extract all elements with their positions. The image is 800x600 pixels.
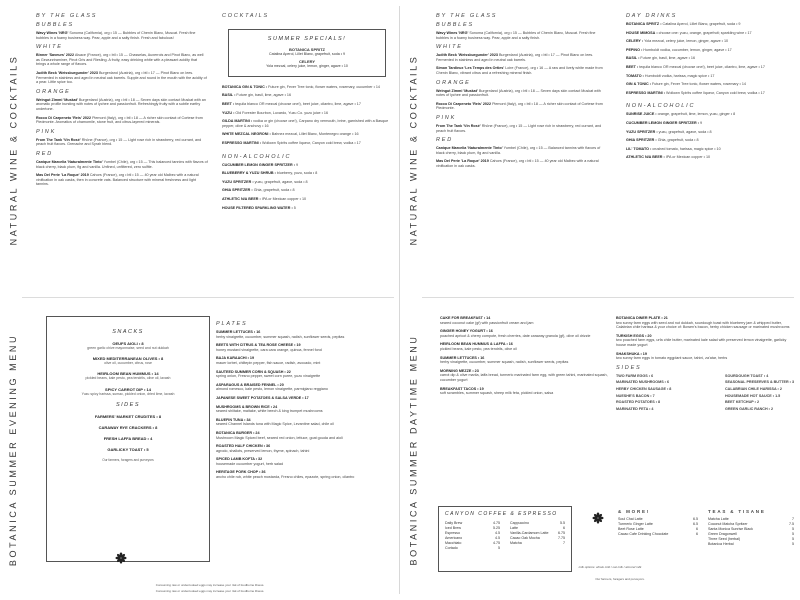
list-item: LIL' TOMATO • crushed tomato, harissa, magic spice • 10 [626, 146, 721, 151]
list-item: GHIA SPRITZER • Ghia, grapefruit, soda • 8 [626, 138, 699, 143]
price-row: Cortado 5 [445, 546, 500, 550]
list-item: Binner 'Saveurs' 2022 Alsace (France), org • btl • 15 — Chasselas, Auxerrois and Pinot Blanc, as well as Gewurztraminer, Pinot Gris and Riesling. A fruity, easy drinking white with a pleasant acidity that brings a whole range of flavors. [36, 53, 204, 67]
list-item: BEET • tequila blanco OR mezcal (choose one!), beet juice, cilantro, lime, agave • 17 [626, 64, 765, 69]
list-item: Judith Beck 'Weissburgunder' 2023 Burgenland (Austria), org • btl • 17 — Pinot Blanc on lees. Fermented in stainless and aged in neutral oak barrels. [436, 53, 594, 62]
list-item: CUCUMBER LEMON GINGER SPRITZER • 9 [222, 162, 299, 167]
list-item: Rocco Di Carpeneto 'Reis' 2022 Piemont (Italy), org • btl • 18 — A richer skin contact of Cortese from Piedmonte. [436, 101, 603, 111]
side-item: FARMERS' MARKET CRUDITES • 8 [94, 413, 162, 419]
list-item: BEET • tequila blanco OR mezcal (choose one!), beet juice, cilantro, lime, agave • 17 [222, 102, 361, 106]
plates-list [216, 318, 392, 588]
section-heading: BY THE GLASS [36, 13, 98, 19]
section-heading: RED [436, 137, 454, 144]
section-heading: COCKTAILS [222, 13, 269, 19]
section-heading: NON-ALCOHOLIC [222, 153, 292, 160]
list-item: CAKE FOR BREAKFAST • 14 seared coconut cake (gf) with passionfruit cream and jam [440, 316, 534, 325]
coffee-box [438, 506, 572, 572]
list-item: SHAKSHUKA • 19 two sunny farm eggs in tomato eggplant sauce, tahini, za'atar, herbs [616, 351, 728, 361]
section-heading: WHITE [436, 44, 463, 51]
section-heading: DAY DRINKS [626, 13, 678, 19]
sides-left-column [616, 374, 671, 414]
price-row: Cacao Cafe Drinking Chocolate 6 [618, 532, 698, 536]
cocktail-list-evening [222, 10, 392, 295]
coffee-title: CANYON COFFEE & ESPRESSO [445, 511, 558, 517]
special-name: CELERY [298, 59, 316, 65]
sidebar-title-top-left: NATURAL WINE & COCKTAILS [8, 54, 19, 246]
list-item: ATHLETIC N/A BEER • IPA or Mexican copper • 10 [626, 155, 711, 160]
side-item: ROASTED POTATOES • 8 [616, 400, 661, 405]
list-item: BOTANICA SPRITZ • Catalina Aperol, Lillet Blanc, grapefruit, soda • 9 [626, 22, 741, 26]
special-name: BOTANICA SPRITZ [289, 47, 325, 52]
list-item: Weingut Zimmi 'Muskat' Burgenland (Austria), org • btl • 18 — Seven days skin contact Muskat with notes of lychee and passionfruit. [436, 88, 601, 98]
price-row: Daily Brew 4.75 [445, 521, 500, 525]
list-item: PEPINO • Humboldt vodka, cucumber, lemon, ginger, agave • 17 [626, 47, 732, 52]
list-item: SUNRISE JUICE • orange, grapefruit, lime, lemon, yuzu, ginger • 8 [626, 112, 736, 117]
list-item: CELERY • Yola mezcal, celery juice, lemon, ginger, agave • 10 [626, 39, 729, 44]
price-row: Santa Monica Sunrise Black 5 [708, 527, 794, 531]
list-item: MORNING MEZZE • 23 carrot dip & olive marila, laffa bread, turmeric marinated farm egg, with green tahini, marinated squash, cucumber yogurt [440, 368, 608, 382]
side-item: SEASONAL PRESERVES & BUTTER • 3 [725, 380, 794, 385]
snacks-title: SNACKS [112, 329, 144, 335]
specials-title: SUMMER SPECIALS! [267, 36, 347, 42]
list-item: JAPANESE SWEET POTATOES & SALSA VERDE • 17 [216, 395, 309, 400]
list-item: BOTANICA BURGER • 24 Mushroom Magic Spiced beef, seared red onion, lettuce, goat gouda and aioli [216, 430, 343, 440]
section-heading: RED [36, 150, 54, 157]
list-item: GILDA MARTINI • vodka or gin (choose one!), Carpano dry vermouth, brine, garnished with a Basque pepper, olive & anchovy • 16 [222, 119, 389, 128]
price-row: Coconut Matcha Spritzer 7.5 [708, 522, 794, 526]
list-item: SUMMER LETTUCES • 16 herby vinaigrette, cucumber, summer squash, radish, sunflower seeds, pepitas [440, 355, 569, 365]
price-row: Macchiato 4.75 [445, 541, 500, 545]
teas-title: TEAS & TISANE [708, 509, 766, 514]
side-item: HOUSEMADE HOT SAUCE • 1.5 [725, 393, 781, 398]
right-horizontal-rule [422, 297, 794, 298]
list-item: ASPARAGUS & BRAISED FENNEL • 20 almond romesco, kale pesto, lemon vinaigrette, parmigiano reggiano [216, 382, 328, 392]
price-row: Beet Rose Latte 6 [618, 527, 698, 531]
list-item: BOTANICA GIN & TONIC • Future gin, Fever Tree tonic, flower waters, rosemary, cucumber • 14 [222, 84, 380, 89]
side-item: FRESH LAFFA BREAD • 4 [103, 435, 153, 441]
price-row: Cappuccino 5.5 [510, 521, 565, 525]
more-drinks-list [618, 506, 698, 562]
list-item: Simon Tardieux 'Les Temps des Orties' Loire (France), org • 16 — A raw and lively white made from Chenin Blanc, vibrant citrus and a refreshing mineral finish. [436, 66, 603, 75]
snack-item: SPICY CARROT DIP • 14 Yuzu spicy harissa, sumac, pickled onion, dried lime, lavash [81, 386, 175, 396]
side-item: CARAWAY RYE CRACKERS • 8 [98, 424, 158, 430]
section-heading: WHITE [36, 44, 63, 51]
price-row: Matcha Latte 7 [708, 517, 794, 521]
wine-list-evening [36, 10, 208, 295]
side-item: NUESHE'S BACON • 7 [616, 393, 655, 398]
list-item: HERITAGE PORK CHOP • 36 ancho chile rub, white peach mostarda, Fresno chiles, epazote, spring onion, cilantro [216, 470, 355, 480]
side-item: GREEN GARLIC RANCH • 2 [725, 406, 774, 411]
section-heading: ORANGE [436, 79, 471, 86]
coffee-left-column [445, 521, 500, 551]
snack-item: OEUFS AIOLI • 8 green garlic chive mayonnaise, seed and nut dukkah [87, 341, 169, 350]
price-row: Matcha 7 [510, 541, 565, 545]
list-item: Canique Marcelia 'Naturalmente Tinto' Yumbel (Chile), org • 15 — Balanced tannins with flavors of black cherry, black plum, fig and vanilla. [436, 146, 601, 155]
list-item: BLUEFIN TUNA • 34 seared Channel Islands tuna with Magic Spice, Levantine salad, chile oil [216, 417, 334, 427]
list-item: BREAKFAST TACOS • 19 soft scrambles, summer squash, sheep milk feta, pickled onion, salsa [440, 386, 554, 396]
section-heading: ORANGE [36, 88, 71, 95]
list-item: BAJA KARAACHI • 19 mauer lorbet, chiltepin pepper, fish sauce, radish, avocado, mint [216, 356, 321, 365]
list-item: Weingut Zimmi 'Muskat' Burgenland (Austria), org • btl • 18 — Seven days skin contact Muskat with an aromatic profile bursting with notes of lychee and passionfruit. Refreshingly fruity with a subtle earthy undertone. [36, 97, 206, 111]
milk-options: milk options: whole milk / oat milk / almond milk [578, 565, 642, 569]
diner-plates-list [616, 316, 794, 502]
special-desc: Catalina Aperol, Lillet Blanc, grapefruit, soda • 9 [269, 52, 345, 56]
price-row: Espresso 4.5 [445, 531, 500, 535]
side-item: CALABRIAN CHILE HARISSA • 2 [725, 386, 782, 391]
price-row: Soul Chai Latte 6.5 [618, 517, 698, 521]
day-drinks-list [626, 10, 794, 295]
list-item: Mas Del Perie 'La Roque' 2019 Cahors (France), org • btl • 15 — 40 year old Malbec with a natural vinification in oak casks. [436, 159, 599, 168]
list-item: WHITE MEZCAL NEGRONI • Bahnez mezcal, Lillet Blanc, Montenegro orange • 16 [222, 132, 359, 137]
list-item: HOUSE FILTERED SPARKLING WATER • 5 [222, 205, 296, 210]
side-item: GARLICKY TOAST • 5 [107, 446, 149, 452]
price-row: Iced Brew 5.25 [445, 526, 500, 530]
list-item: BLUEBERRY & YUZU SHRUB • blueberry, yuzu, soda • 8 [222, 171, 318, 176]
price-row: Turmeric Ginger Latte 6.5 [618, 522, 698, 526]
price-row: Vanilla-Cardamom Latte 6.75 [510, 531, 565, 535]
list-item: HEIRLOOM BEAN HUMMUS & LAFFA • 16 pickled beans, kale pesto, pea tendrils, olive oil [440, 342, 517, 351]
list-item: Mas Del Perie 'La Roque' 2019 Cahors (France), org • btl • 15 — 40 year old Malbec with a natural vinification in oak casks, then in concrete vats. Balanced structure with mineral freshness and light tannins. [36, 173, 199, 187]
section-heading: BUBBLES [436, 22, 474, 28]
section-heading: BUBBLES [36, 22, 74, 28]
list-item: HOUSE MIMOSA • choose one: yuzu, orange, grapefruit; sparkling wine • 17 [626, 30, 752, 35]
list-item: BOTANICA DINER PLATE • 21 two sunny farm eggs with seed and nut dukkah, sourdough toast with blueberry jam & whipped butter, Calabrian chile harissa & your choice of: Bowen's bacon, herby chicken sausage or marinated mushrooms [616, 316, 790, 330]
teas-list [708, 506, 794, 564]
section-heading: NON-ALCOHOLIC [626, 103, 696, 110]
list-item: ATHLETIC N/A BEER • IPA or Mexican copper • 10 [222, 196, 307, 201]
purveyors-note: Our farmers, foragers and purveyors. [595, 577, 645, 581]
price-row: Latte 6 [510, 526, 565, 530]
snack-item: MIXED MEDITERRANEAN OLIVES • 8 olive oil, cucumber, citrus, rose [92, 356, 164, 366]
coffee-columns [445, 521, 565, 551]
list-item: GIN & TONIC • Future gin, Fever Tree tonic, flower waters, rosemary • 14 [626, 82, 746, 87]
list-item: SAUTEED SUMMER CORN & SQUASH • 22 spring onion, Fresno pepper, sweet corn puree, yuzu vinaigrette [216, 369, 321, 379]
list-item: YUZU • Old Forester Bourbon, Luxardo, Yuzu Co. yuzu juice • 16 [222, 110, 329, 115]
side-item: SOURDOUGH TOAST • 4 [725, 373, 769, 378]
sides-grid [616, 374, 794, 414]
special-desc: Yola mezcal, celery juice, lemon, ginger, agave • 10 [266, 64, 348, 69]
list-item: SPICED LAMB KOFTA • 32 housemade cucumber yogurt, herb salad [216, 457, 284, 466]
raw-egg-disclaimer: Consuming raw or undercooked eggs may increase your risk of foodborne illness. [155, 589, 265, 593]
side-item: HERBY CHICKEN SAUSAGE • 8 [616, 386, 672, 391]
sides-right-column [725, 374, 794, 414]
raw-egg-disclaimer: Consuming raw or undercooked eggs may increase your risk of foodborne illness. [155, 583, 265, 587]
price-row: Green Dragonwell 5 [708, 532, 794, 536]
section-heading: SIDES [616, 364, 642, 371]
list-item: ESPRESSO MARTINI • Wollown Spirits coffee liqueur, Canyon cold brew, vodka • 17 [626, 90, 765, 95]
list-item: SUMMER LETTUCES • 16 herby vinaigrette, cucumber, summer squash, radish, sunflower seeds, pepitas [216, 330, 345, 339]
sidebar-title-bottom-right: BOTANICA SUMMER DAYTIME MENU [408, 334, 419, 566]
list-item: Wavy Wines 'NRG' Sonoma (California), org • 15 — Bubbles of Chenin Blanc, Muscat. Fresh fine bubbles in a foamy business way. Pear, apple and a salty finish. [436, 31, 596, 40]
list-item: Judith Beck 'Weissburgunder' 2023 Burgenland (Austria), org • btl • 17 — Pinot Blanc on lees. Fermented in stainless and aged in neutral oak barrels. Supple and round in the mouth with the acidity of a pear. Little spice too. [36, 70, 207, 85]
coffee-right-column [510, 521, 565, 551]
list-item: TOMATO • Humboldt vodka, harissa, magic spice • 17 [626, 73, 715, 78]
price-row: Three Seed (herbal) 5 [708, 537, 794, 541]
list-item: YUZU SPRITZER • yuzu, grapefruit, agave, soda • 8 [626, 129, 712, 134]
price-row: Botanica Herbal 5 [708, 542, 794, 546]
purveyors-note: Our farmers, foragers and purveyors [102, 457, 154, 462]
section-heading: PINK [436, 114, 457, 121]
side-item: MARINATED MUSHROOMS • 6 [616, 380, 670, 385]
list-item: Canique Marcelia 'Naturalmente Tinto' Yumbel (Chile), org • 15 — This balanced tannins with flavors of black cherry, black plum, fig and vanilla. Unfined, unfiltered, zero sulfite. [36, 159, 208, 169]
sides-title: SIDES [115, 401, 140, 408]
flower-logo-icon [592, 512, 604, 524]
list-item: TURKISH EGGS • 20 two poached farm eggs, urfa chile butter, marinated kale salad with preserved lemon vinaigrette, garlicky house made yogurt [616, 333, 787, 347]
left-horizontal-rule [22, 297, 394, 298]
side-item: TWO FARM EGGS • 6 [616, 373, 654, 378]
wine-list-daytime [436, 10, 608, 295]
list-item: From The Tank 'Vin Rosé' Rhône (France), org • 15 — Light rose rich in strawberry, red currant, and peach fruit flavors. Grenache and Syrah blend. [36, 137, 202, 147]
section-heading: PLATES [216, 321, 248, 327]
list-item: MUSHROOMS & BROWN RICE • 24 seared shiitake, maitake, white beech & king trumpet mushrooms [216, 404, 323, 414]
summer-specials-box [228, 29, 386, 77]
sidebar-title-bottom-left: BOTANICA SUMMER EVENING MENU [8, 333, 18, 567]
list-item: BEETS WITH CITRUS & TEA ROSE CHEESE • 19 honey mustard vinaigrette, cara cara orange, quinoa, fennel fond [216, 343, 322, 352]
section-heading: BY THE GLASS [436, 13, 498, 19]
price-row: Americano 4.5 [445, 536, 500, 540]
list-item: GINGER HONEY YOGURT • 16 poached apricot & cherry compote, fresh cherries, date caraway granola (gf), olive oil drizzle [440, 329, 591, 338]
list-item: ROASTED HALF CHICKEN • 36 agrodo, shallots, preserved lemon, thyme, spinach, tahini [216, 444, 310, 453]
side-item: BEET KETCHUP • 2 [725, 400, 760, 405]
list-item: BASIL • Future gin, basil, lime, agave • 16 [626, 56, 695, 61]
list-item: ESPRESSO MARTINI • Wollown Spirits coffee liqueur, Canyon cold brew, vodka • 17 [222, 140, 361, 145]
more-title: & MORE! [618, 509, 651, 514]
flower-logo-icon [115, 552, 127, 564]
list-item: GHIA SPRITZER • Ghia, grapefruit, soda • 8 [222, 188, 295, 193]
list-item: YUZU SPRITZER • yuzu, grapefruit, agave, soda • 8 [222, 179, 308, 184]
side-item: MARINATED FETA • 4 [616, 406, 654, 411]
list-item: BASIL • Future gin, basil, lime, agave • 16 [222, 93, 291, 98]
breakfast-list [440, 316, 608, 502]
snack-item: HEIRLOOM BEAN HUMMUS • 14 pickled beans, kale pesto, pea tendrils, olive oil, lavash [85, 371, 171, 381]
list-item: CUCUMBER LEMON GINGER SPRITZER • 9 [626, 120, 703, 125]
snacks-box [46, 316, 210, 562]
section-heading: PINK [36, 128, 57, 135]
list-item: Wavy Wines 'NRG' Sonoma (California), org • 15 — Bubbles of Chenin Blanc, Muscat. Fresh fine bubbles in a foamy business way. Pear, apple and a salty finish. Fresh and fabulous! [36, 31, 196, 40]
list-item: From The Tank 'Vin Rosé' Rhône (France), org • 15 — Light rose rich in strawberry, red currant, and peach fruit flavors. [436, 123, 602, 133]
sidebar-title-top-right: NATURAL WINE & COCKTAILS [408, 54, 419, 246]
price-row: Cacao Oak Mocha 7.75 [510, 536, 565, 540]
center-divider [399, 6, 400, 594]
list-item: Rocco Di Carpeneto 'Reis' 2022 Piemont (Italy), org • btl • 18 — A richer skin contact of Cortese from Piedmonte. Aromatics of chamomile, stone fruit, and citrus-layered minerals. [36, 115, 203, 125]
